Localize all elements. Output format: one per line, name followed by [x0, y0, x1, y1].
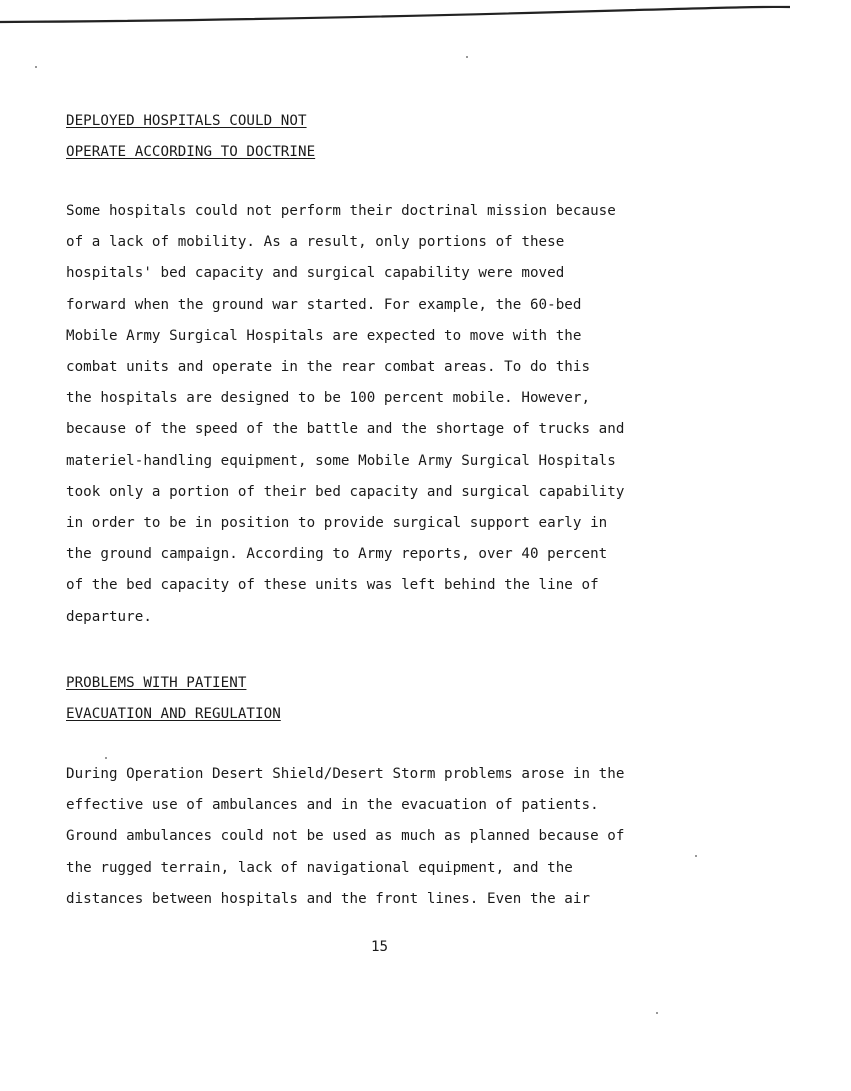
paragraph-line: Mobile Army Surgical Hospitals are expected to move with the [66, 328, 582, 344]
paragraph-line: hospitals' bed capacity and surgical capability were moved [66, 265, 565, 281]
paragraph-line: Some hospitals could not perform their doctrinal mission because [66, 203, 616, 219]
scan-speck [105, 757, 107, 759]
paragraph-line: forward when the ground war started. For example, the 60-bed [66, 297, 582, 313]
paragraph-line: During Operation Desert Shield/Desert Storm problems arose in the [66, 766, 625, 782]
section-heading-line: OPERATE ACCORDING TO DOCTRINE [66, 144, 316, 160]
scan-speck [466, 56, 468, 58]
paragraph-line: effective use of ambulances and in the evacuation of patients. [66, 797, 599, 813]
paragraph-line: the rugged terrain, lack of navigational equipment, and the [66, 860, 573, 876]
paragraph-line: materiel-handling equipment, some Mobile Army Surgical Hospitals [66, 453, 616, 469]
top-rule [0, 4, 790, 24]
paragraph-line: the hospitals are designed to be 100 percent mobile. However, [66, 390, 591, 406]
scan-speck [695, 855, 697, 857]
scan-speck [656, 1012, 658, 1014]
paragraph-line: of the bed capacity of these units was left behind the line of [66, 577, 599, 593]
section-heading-line: PROBLEMS WITH PATIENT [66, 675, 247, 691]
paragraph-line: because of the speed of the battle and the shortage of trucks and [66, 421, 625, 437]
page-number: 15 [371, 939, 389, 955]
paragraph-line: Ground ambulances could not be used as much as planned because of [66, 828, 625, 844]
paragraph-line: in order to be in position to provide surgical support early in [66, 515, 608, 531]
paragraph-line: of a lack of mobility. As a result, only portions of these [66, 234, 565, 250]
paragraph-line: combat units and operate in the rear combat areas. To do this [66, 359, 591, 375]
section-heading-line: DEPLOYED HOSPITALS COULD NOT [66, 113, 307, 129]
section-heading-line: EVACUATION AND REGULATION [66, 706, 281, 722]
scan-speck [35, 66, 37, 68]
paragraph-line: the ground campaign. According to Army reports, over 40 percent [66, 546, 608, 562]
paragraph-line: took only a portion of their bed capacity and surgical capability [66, 484, 625, 500]
paragraph-line: distances between hospitals and the front lines. Even the air [66, 891, 591, 907]
paragraph-line: departure. [66, 609, 152, 625]
